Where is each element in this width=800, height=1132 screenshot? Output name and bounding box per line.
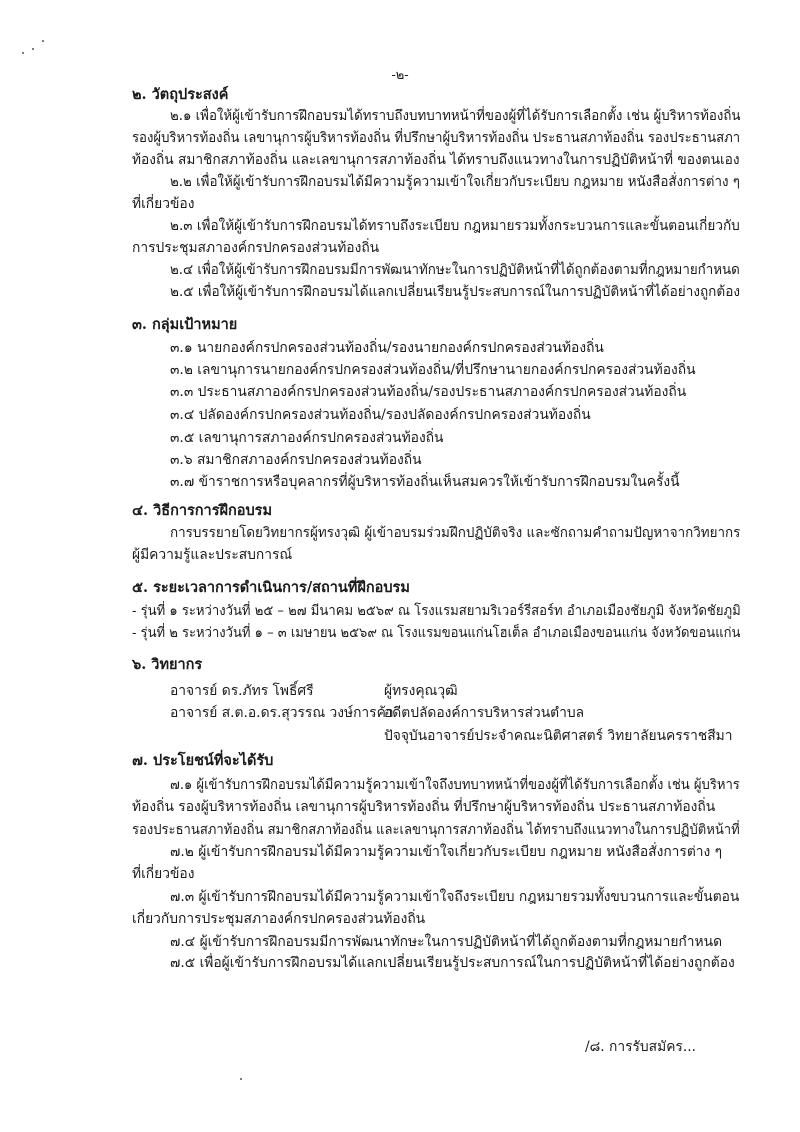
scan-speck — [32, 48, 34, 50]
section-7-line: ๗.๒ ผู้เข้ารับการฝึกอบรมได้มีความรู้ความเข้าใจเกี่ยวกับระเบียบ กฎหมาย หนังสือสั่งการต่าง ๆ — [170, 844, 723, 860]
section-2-line: ๒.๒ เพื่อให้ผู้เข้ารับการฝึกอบรมได้มีความรู้ความเข้าใจเกี่ยวกับระเบียบ กฎหมาย หนังสือสั่งการต่าง ๆ — [170, 174, 740, 190]
section-7-line: ท้องถิ่น รองผู้บริหารท้องถิ่น เลขานุการผู้บริหารท้องถิ่น ที่ปรึกษาผู้บริหารท้องถิ่น ประธานสภาท้องถิ่น — [132, 799, 716, 815]
section-7-line: ๗.๔ ผู้เข้ารับการฝึกอบรมมีการพัฒนาทักษะในการปฏิบัติหน้าที่ได้ถูกต้องตามที่กฎหมายกำหนด — [170, 934, 723, 950]
speaker-name: อาจารย์ ดร.ภัทร โพธิ์ศรี — [170, 683, 314, 699]
section-5-line: - รุ่นที่ ๑ ระหว่างวันที่ ๒๕ – ๒๗ มีนาคม ๒๕๖๙ ณ โรงแรมสยามริเวอร์รีสอร์ท อำเภอเมืองชัยภูมิ จังหวัดชัยภูมิ — [132, 603, 741, 619]
section-2-line: การประชุมสภาองค์กรปกครองส่วนท้องถิ่น — [132, 240, 380, 256]
section-7-line: รองประธานสภาท้องถิ่น สมาชิกสภาท้องถิ่น และเลขานุการสภาท้องถิ่น ได้ทราบถึงแนวทางในการปฏิบัติหน้าที่ — [132, 822, 740, 838]
section-2-line: ท้องถิ่น สมาชิกสภาท้องถิ่น และเลขานุการสภาท้องถิ่น ได้ทราบถึงแนวทางในการปฏิบัติหน้าที่ ของตนเอง — [132, 152, 740, 168]
section-2-line: รองผู้บริหารท้องถิ่น เลขานุการผู้บริหารท้องถิ่น ที่ปรึกษาผู้บริหารท้องถิ่น ประธานสภาท้องถิ่น รองประธานสภา — [132, 130, 741, 146]
speaker-title: ผู้ทรงคุณวุฒิ — [384, 683, 458, 699]
section-3-line: ๓.๖ สมาชิกสภาองค์กรปกครองส่วนท้องถิ่น — [170, 452, 422, 468]
section-4-heading: ๔. วิธีการการฝึกอบรม — [132, 502, 273, 519]
speaker-title: ปัจจุบันอาจารย์ประจำคณะนิติศาสตร์ วิทยาลัยนครราชสีมา — [384, 728, 733, 744]
section-5-line: - รุ่นที่ ๒ ระหว่างวันที่ ๑ – ๓ เมษายน ๒๕๖๙ ณ โรงแรมขอนแก่นโฮเต็ล อำเภอเมืองขอนแก่น จังหวัดขอนแก่น — [132, 625, 741, 641]
scan-speck — [42, 40, 44, 42]
section-3-heading: ๓. กลุ่มเป้าหมาย — [132, 316, 238, 333]
section-2-line: ๒.๑ เพื่อให้ผู้เข้ารับการฝึกอบรมได้ทราบถึงบทบาทหน้าที่ของผู้ที่ได้รับการเลือกตั้ง เช่น ผู้บริหารท้องถิ่น — [170, 108, 741, 124]
section-7-line: ที่เกี่ยวข้อง — [132, 866, 195, 882]
section-3-line: ๓.๓ ประธานสภาองค์กรปกครองส่วนท้องถิ่น/รองประธานสภาองค์กรปกครองส่วนท้องถิ่น — [170, 384, 687, 400]
section-7-line: เกี่ยวกับการประชุมสภาองค์กรปกครองส่วนท้องถิ่น — [132, 911, 426, 927]
page-number: -๒- — [391, 68, 409, 83]
section-2-line: ๒.๔ เพื่อให้ผู้เข้ารับการฝึกอบรมมีการพัฒนาทักษะในการปฏิบัติหน้าที่ได้ถูกต้องตามที่กฎหมายกำหนด — [170, 262, 740, 278]
continuation-note: /๘. การรับสมัคร... — [584, 1039, 696, 1055]
section-7-heading: ๗. ประโยชน์ที่จะได้รับ — [132, 752, 274, 769]
section-3-line: ๓.๔ ปลัดองค์กรปกครองส่วนท้องถิ่น/รองปลัดองค์กรปกครองส่วนท้องถิ่น — [170, 407, 591, 423]
speaker-name: อาจารย์ ส.ต.อ.ดร.สุวรรณ วงษ์การค้า — [170, 705, 394, 721]
scan-speck — [22, 52, 24, 54]
section-2-line: ๒.๕ เพื่อให้ผู้เข้ารับการฝึกอบรมได้แลกเปลี่ยนเรียนรู้ประสบการณ์ในการปฏิบัติหน้าที่ได้อย่างถูกต้อง — [170, 284, 741, 300]
section-2-line: ๒.๓ เพื่อให้ผู้เข้ารับการฝึกอบรมได้ทราบถึงระเบียบ กฎหมายรวมทั้งกระบวนการและขั้นตอนเกี่ยวกับ — [170, 218, 740, 234]
section-6-heading: ๖. วิทยากร — [132, 656, 203, 673]
section-7-line: ๗.๕ เพื่อผู้เข้ารับการฝึกอบรมได้แลกเปลี่ยนเรียนรู้ประสบการณ์ในการปฏิบัติหน้าที่ได้อย่างถูกต้อง — [170, 955, 735, 971]
section-5-heading: ๕. ระยะเวลาการดำเนินการ/สถานที่ฝึกอบรม — [132, 579, 410, 596]
section-3-line: ๓.๑ นายกองค์กรปกครองส่วนท้องถิ่น/รองนายกองค์กรปกครองส่วนท้องถิ่น — [170, 340, 604, 356]
scan-speck — [240, 1078, 242, 1080]
section-3-line: ๓.๕ เลขานุการสภาองค์กรปกครองส่วนท้องถิ่น — [170, 430, 444, 446]
section-2-line: ที่เกี่ยวข้อง — [132, 196, 195, 212]
section-3-line: ๓.๒ เลขานุการนายกองค์กรปกครองส่วนท้องถิ่น/ที่ปรึกษานายกองค์กรปกครองส่วนท้องถิ่น — [170, 362, 696, 378]
section-7-line: ๗.๑ ผู้เข้ารับการฝึกอบรมได้มีความรู้ความเข้าใจถึงบทบาทหน้าที่ของผู้ที่ได้รับการเลือกตั้ง เช่น ผู้บริหาร — [170, 777, 740, 793]
speaker-title: อดีตปลัดองค์การบริหารส่วนตำบล — [384, 705, 585, 721]
section-7-line: ๗.๓ ผู้เข้ารับการฝึกอบรมได้มีความรู้ความเข้าใจถึงระเบียบ กฎหมายรวมทั้งขบวนการและขั้นตอน — [170, 889, 740, 905]
section-3-line: ๓.๗ ข้าราชการหรือบุคลากรที่ผู้บริหารท้องถิ่นเห็นสมควรให้เข้ารับการฝึกอบรมในครั้งนี้ — [170, 474, 680, 490]
section-2-heading: ๒. วัตถุประสงค์ — [132, 86, 229, 103]
section-4-line: ผู้มีความรู้และประสบการณ์ — [132, 547, 293, 563]
section-4-line: การบรรยายโดยวิทยากรผู้ทรงวุฒิ ผู้เข้าอบรมร่วมฝึกปฏิบัติจริง และซักถามคำถามปัญหาจากวิทยากร — [170, 525, 741, 541]
